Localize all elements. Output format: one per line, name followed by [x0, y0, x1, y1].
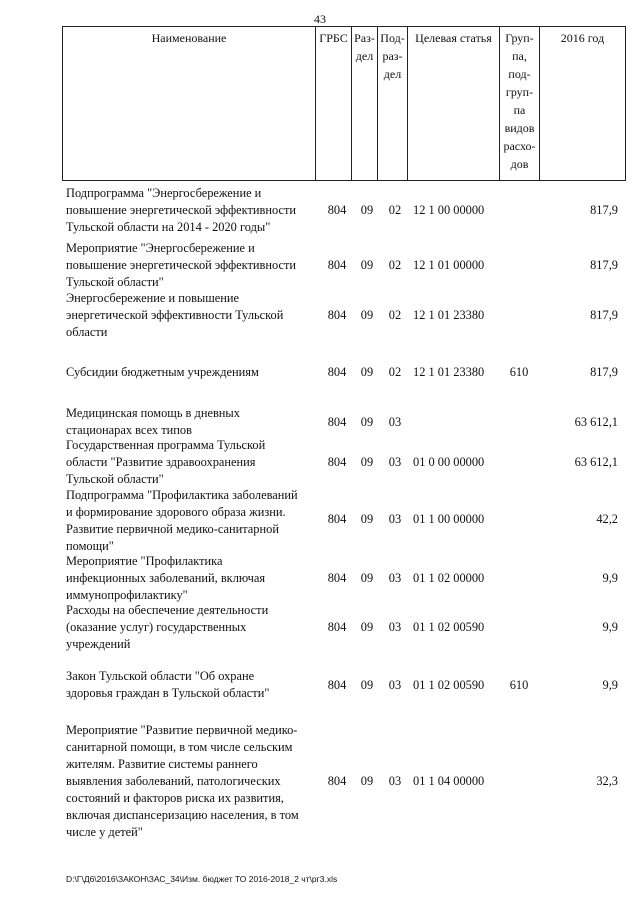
row-target-article: 12 1 01 23380: [413, 308, 485, 322]
row-grbs: 804: [327, 455, 347, 469]
row-amount: 63 612,1: [574, 415, 618, 429]
row-razdel: 09: [360, 415, 374, 429]
row-amount: 9,9: [602, 571, 618, 585]
header-expense-group: Груп- па, под- груп- па видов расхо- дов: [500, 27, 540, 180]
row-name: Мероприятие "Профилактика инфекционных заболеваний, включая иммунопрофилактику": [66, 554, 266, 602]
row-amount: 817,9: [590, 203, 618, 217]
row-target-article: 01 1 02 00000: [413, 571, 485, 585]
row-expense-group: 610: [509, 678, 529, 692]
row-amount: 817,9: [590, 365, 618, 379]
header-podrazdel: Под- раз- дел: [378, 27, 408, 180]
row-podrazdel: 03: [388, 774, 402, 788]
row-name: Энергосбережение и повышение энергетической эффективности Тульской области: [66, 291, 284, 339]
row-target-article: 12 1 01 00000: [413, 258, 485, 272]
row-podrazdel: 02: [388, 365, 402, 379]
row-grbs: 804: [327, 203, 347, 217]
row-razdel: 09: [360, 258, 374, 272]
row-target-article: 01 1 02 00590: [413, 678, 485, 692]
row-amount: 42,2: [596, 512, 618, 526]
row-name: Расходы на обеспечение деятельности (оказание услуг) государственных учреждений: [66, 603, 269, 651]
row-razdel: 09: [360, 571, 374, 585]
row-grbs: 804: [327, 620, 347, 634]
row-podrazdel: 03: [388, 620, 402, 634]
row-target-article: 12 1 01 23380: [413, 365, 485, 379]
row-amount: 32,3: [596, 774, 618, 788]
header-name: Наименование: [63, 27, 316, 180]
row-podrazdel: 02: [388, 308, 402, 322]
row-podrazdel: 02: [388, 203, 402, 217]
row-razdel: 09: [360, 203, 374, 217]
row-grbs: 804: [327, 258, 347, 272]
row-razdel: 09: [360, 620, 374, 634]
row-target-article: 01 0 00 00000: [413, 455, 485, 469]
row-razdel: 09: [360, 678, 374, 692]
row-razdel: 09: [360, 512, 374, 526]
row-name: Подпрограмма "Профилактика заболеваний и формирование здорового образа жизни. Развитие первичной медико-санитарной помощи": [66, 488, 298, 553]
row-grbs: 804: [327, 415, 347, 429]
header-grbs: ГРБС: [316, 27, 352, 180]
row-name: Медицинская помощь в дневных стационарах всех типов: [66, 406, 240, 437]
row-amount: 9,9: [602, 620, 618, 634]
row-name: Субсидии бюджетным учреждениям: [66, 365, 259, 379]
row-name: Мероприятие "Развитие первичной медико- санитарной помощи, в том числе сельским жителям. Развитие системы раннего выявления заболеваний, патологических состояний и факторов риска их развития, включая диспансеризацию населения, в том числе у детей": [66, 723, 299, 839]
row-podrazdel: 03: [388, 455, 402, 469]
row-target-article: 12 1 00 00000: [413, 203, 485, 217]
table-header: [62, 26, 626, 181]
row-grbs: 804: [327, 571, 347, 585]
row-amount: 817,9: [590, 308, 618, 322]
row-podrazdel: 03: [388, 678, 402, 692]
row-razdel: 09: [360, 455, 374, 469]
header-razdel: Раз- дел: [352, 27, 378, 180]
row-name: Государственная программа Тульской области "Развитие здравоохранения Тульской области": [66, 438, 266, 486]
row-podrazdel: 03: [388, 512, 402, 526]
row-amount: 9,9: [602, 678, 618, 692]
row-podrazdel: 02: [388, 258, 402, 272]
row-grbs: 804: [327, 774, 347, 788]
header-target-article: Целевая статья: [408, 27, 500, 180]
row-podrazdel: 03: [388, 415, 402, 429]
row-grbs: 804: [327, 308, 347, 322]
row-grbs: 804: [327, 512, 347, 526]
row-amount: 63 612,1: [574, 455, 618, 469]
row-target-article: 01 1 00 00000: [413, 512, 485, 526]
row-target-article: 01 1 02 00590: [413, 620, 485, 634]
row-target-article: 01 1 04 00000: [413, 774, 485, 788]
row-grbs: 804: [327, 678, 347, 692]
row-name: Закон Тульской области "Об охране здоровья граждан в Тульской области": [66, 669, 270, 700]
header-year: 2016 год: [560, 31, 605, 45]
row-razdel: 09: [360, 774, 374, 788]
row-razdel: 09: [360, 308, 374, 322]
row-grbs: 804: [327, 365, 347, 379]
row-razdel: 09: [360, 365, 374, 379]
page-number: 43: [314, 12, 326, 26]
row-name: Мероприятие "Энергосбережение и повышение энергетической эффективности Тульской области": [66, 241, 297, 289]
row-podrazdel: 03: [388, 571, 402, 585]
file-path-footer: D:\Г\Д6\2016\ЗАКОН\ЗАС_34\Изм. бюджет ТО 2016-2018_2 чт\рг3.xls: [66, 874, 338, 884]
row-expense-group: 610: [509, 365, 529, 379]
row-name: Подпрограмма "Энергосбережение и повышение энергетической эффективности Тульской области на 2014 - 2020 годы": [66, 186, 297, 234]
row-amount: 817,9: [590, 258, 618, 272]
